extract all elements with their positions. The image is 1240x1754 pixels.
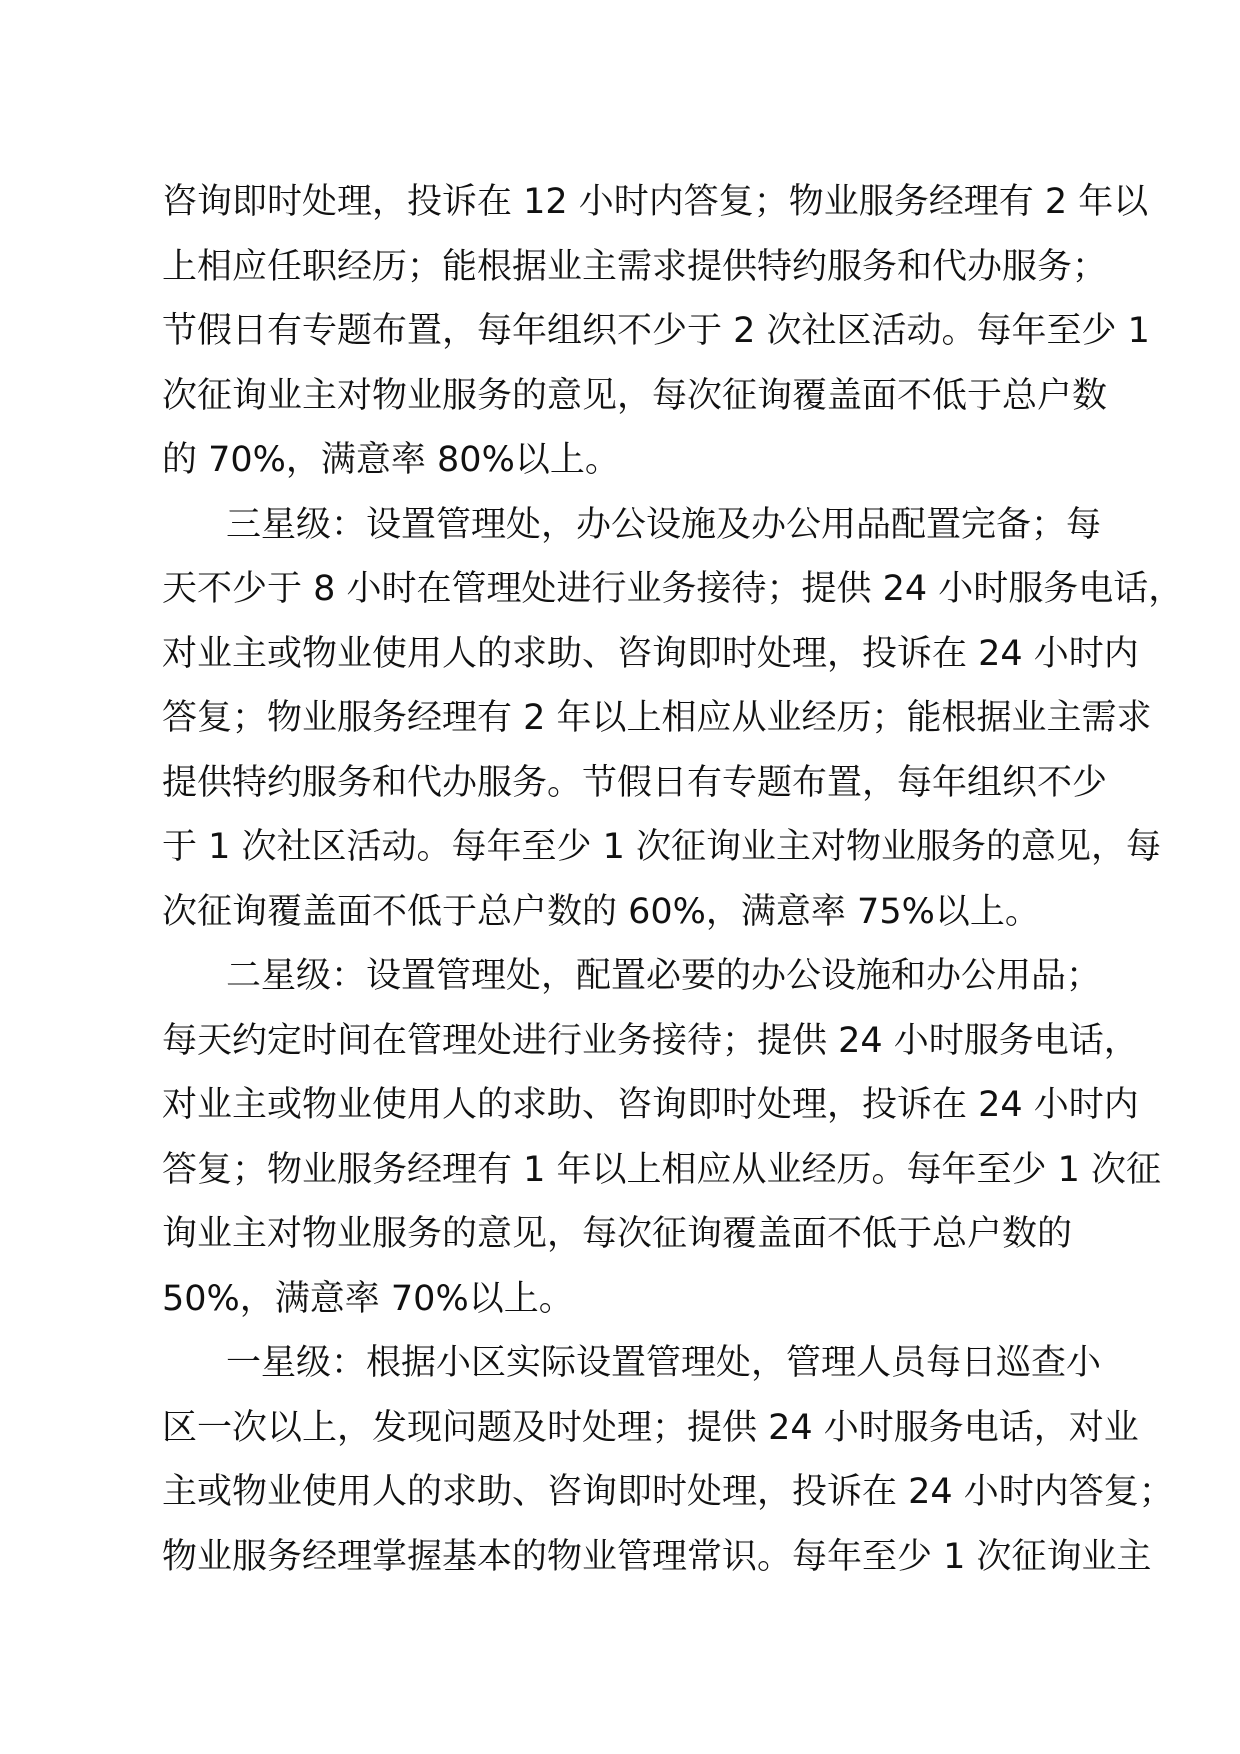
text-line-6: 三星级：设置管理处，办公设施及办公用品配置完备；每 <box>226 504 1102 545</box>
text-line-4: 次征询业主对物业服务的意见，每次征询覆盖面不低于总户数 <box>162 375 1108 416</box>
text-line-22: 物业服务经理掌握基本的物业管理常识。每年至少 1 次征询业主 <box>162 1536 1152 1577</box>
text-line-13: 二星级：设置管理处，配置必要的办公设施和办公用品； <box>226 956 1102 996</box>
text-line-9: 答复；物业服务经理有 2 年以上相应从业经历；能根据业主需求 <box>162 698 1152 738</box>
text-line-11: 于 1 次社区活动。每年至少 1 次征询业主对物业服务的意见，每 <box>162 827 1162 867</box>
text-line-18: 50%，满意率 70%以上。 <box>162 1278 574 1319</box>
text-line-10: 提供特约服务和代办服务。节假日有专题布置，每年组织不少 <box>162 762 1108 803</box>
text-line-15: 对业主或物业使用人的求助、咨询即时处理，投诉在 24 小时内 <box>162 1085 1139 1125</box>
text-line-17: 询业主对物业服务的意见，每次征询覆盖面不低于总户数的 <box>162 1214 1073 1254</box>
text-line-2: 上相应任职经历；能根据业主需求提供特约服务和代办服务； <box>162 246 1108 287</box>
text-line-7: 天不少于 8 小时在管理处进行业务接待；提供 24 小时服务电话， <box>162 569 1184 609</box>
text-line-21: 主或物业使用人的求助、咨询即时处理，投诉在 24 小时内答复； <box>162 1472 1174 1512</box>
text-line-20: 区一次以上，发现问题及时处理；提供 24 小时服务电话，对业 <box>162 1407 1139 1448</box>
text-line-8: 对业主或物业使用人的求助、咨询即时处理，投诉在 24 小时内 <box>162 633 1139 674</box>
text-line-14: 每天约定时间在管理处进行业务接待；提供 24 小时服务电话， <box>162 1020 1139 1061</box>
text-line-3: 节假日有专题布置，每年组织不少于 2 次社区活动。每年至少 1 <box>162 311 1150 351</box>
text-line-1: 咨询即时处理，投诉在 12 小时内答复；物业服务经理有 2 年以 <box>162 182 1149 222</box>
text-line-5: 的 70%，满意率 80%以上。 <box>162 440 620 480</box>
text-line-12: 次征询覆盖面不低于总户数的 60%，满意率 75%以上。 <box>162 891 1040 932</box>
text-line-19: 一星级：根据小区实际设置管理处，管理人员每日巡查小 <box>226 1343 1102 1383</box>
document-body <box>162 170 1184 1589</box>
text-line-16: 答复；物业服务经理有 1 年以上相应从业经历。每年至少 1 次征 <box>162 1149 1162 1190</box>
